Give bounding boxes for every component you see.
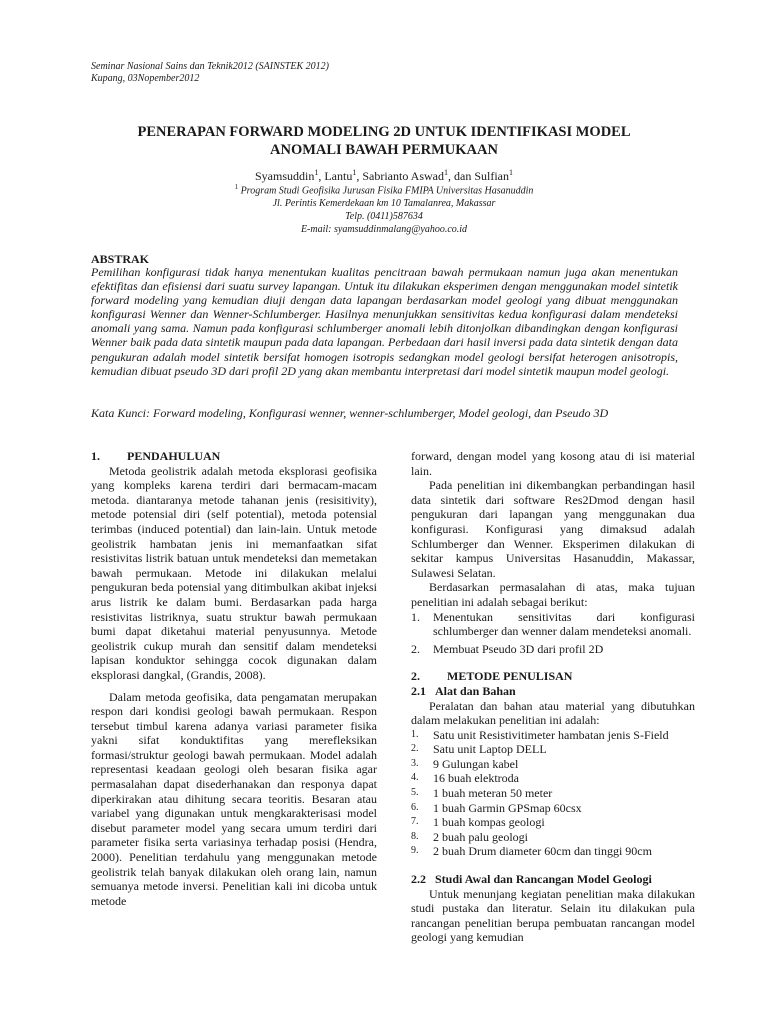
list-item: 2. Satu unit Laptop DELL — [411, 742, 547, 757]
paragraph: Untuk menunjang kegiatan penelitian maka dilakukan studi pustaka dan literatur. Selain itu dilakukan pula rancangan penelitian berupa pembuatan rancangan model geologi yang kemudian — [411, 886, 695, 945]
paragraph: Pada penelitian ini dikembangkan perbandingan hasil data sintetik dari software Res2Dmod dengan hasil pengukuran dari lapangan yang menggunakan dua konfigurasi. Konfigurasi yang dimaksud adalah Schlumberger dan Wenner. Eksperimen dilakukan di sekitar kampus Universitas Hasanuddin, Makassar, Sulawesi Selatan. — [411, 478, 695, 580]
subsection-heading: 2.1 Alat dan Bahan — [411, 683, 516, 698]
list-item: 7. 1 buah kompas geologi — [411, 815, 545, 830]
list-item: 8. 2 buah palu geologi — [411, 829, 528, 844]
list-item: 3. 9 Gulungan kabel — [411, 756, 519, 771]
paragraph: Peralatan dan bahan atau material yang dibutuhkan dalam melakukan penelitian ini adalah: — [411, 698, 695, 728]
paragraph: Dalam metoda geofisika, data pengamatan merupakan respon dari kondisi geologi bawah permukaan. Respon tersebut timbul karena adanya variasi parameter fisika yakni sifat konduktifitas yang merefleksikan formasi/struktur geologi bawah permukaan. Model adalah representasi keadaan geologi oleh besaran fisika agar permasalahan dapat disederhanakan dan responya dapat diperkirakan atau dihitung secara teoritis. Besaran atau variabel yang digunakan untuk mengkarakterisasi model disebut parameter model yang secara umum terdiri dari parameter fisika serta variasinya terhadap posisi (Hendra, 2000). Penelitian terdahulu yang menggunakan metode geolistrik telah banyak dilakukan oleh orang lain, namun semuanya metode inversi. Penelitian kali ini dicoba untuk metode — [91, 689, 377, 908]
left-column — [91, 449, 377, 908]
paper-title: PENERAPAN FORWARD MODELING 2D UNTUK IDENTIFIKASI MODEL ANOMALI BAWAH PERMUKAAN — [137, 124, 631, 158]
paragraph: Berdasarkan permasalahan di atas, maka tujuan penelitian ini adalah sebagai berikut: — [411, 580, 695, 609]
list-item: 4. 16 buah elektroda — [411, 771, 519, 786]
paragraph: forward, dengan model yang kosong atau di isi material lain. — [411, 449, 695, 478]
section-heading: 2. METODE PENULISAN — [411, 669, 573, 684]
subsection-heading: 2.2 Studi Awal dan Rancangan Model Geologi — [411, 872, 652, 887]
right-column — [411, 449, 695, 945]
list-item: 6. 1 buah Garmin GPSmap 60csx — [411, 800, 582, 815]
author-name: Syamsuddin — [255, 169, 315, 183]
affiliation-email[interactable]: E-mail: syamsuddinmalang@yahoo.co.id — [300, 224, 468, 236]
author-name: Sabrianto Aswad — [362, 169, 444, 183]
conference-header — [91, 61, 329, 85]
author-list: Syamsuddin$^1$, Lantu$^1$, Sabrianto Aswad$^1$, dan Sulfian$^1$ — [255, 168, 513, 183]
abstract-heading: ABSTRAK — [91, 252, 150, 266]
equipment-list — [411, 728, 695, 859]
affiliation: $^1$ Program Studi Geofisika Jurusan Fisika FMIPA Universitas Hasanuddin Jl. Perintis Kemerdekaan km 10 Tamalanrea, Makassar Telp. (0411)587634 E-mail: syamsuddinmalang@yahoo.co.id — [80, 181, 688, 236]
affiliation-address: Jl. Perintis Kemerdekaan km 10 Tamalanrea, Makassar — [272, 198, 496, 210]
list-item: 2. Membuat Pseudo 3D dari profil 2D — [411, 641, 604, 656]
author-name: Sulfian — [474, 169, 509, 183]
author-name: Lantu — [324, 169, 353, 183]
list-item: 9. 2 buah Drum diameter 60cm dan tinggi 90cm — [411, 844, 652, 859]
keywords: Kata Kunci: Forward modeling, Konfigurasi wenner, wenner-schlumberger, Model geologi, dan Pseudo 3D — [91, 406, 609, 420]
section-heading: 1. PENDAHULUAN — [91, 449, 221, 463]
affiliation-institution: Program Studi Geofisika Jurusan Fisika FMIPA Universitas Hasanuddin — [240, 185, 534, 197]
conference-date: Kupang, 03Nopember2012 — [91, 73, 200, 84]
affiliation-phone: Telp. (0411)587634 — [345, 211, 423, 223]
list-item: 1. Menentukan sensitivitas dari konfigurasi schlumberger dan wenner dalam mendeteksi anomali. — [411, 609, 695, 639]
list-item: 1. Satu unit Resistivitimeter hambatan jenis S-Field — [411, 727, 669, 742]
paragraph: Metoda geolistrik adalah metoda eksplorasi geofisika yang kompleks karena terdiri dari bermacam-macam metoda. diantaranya metode tahanan jenis (resisitivity), metode potensial diri (self potential), metoda potensial terimbas (induced potential) dan lain-lain. Untuk metode geolistrik hambatan jenis ini memanfaatkan sifat resistivitas listrik batuan untuk mendeteksi dan memetakan bawah permukaan. Metode ini dilakukan melalui pengukuran beda potensial yang ditimbulkan akibat injeksi arus listrik ke dalam bumi. Berdasarkan pada harga resistivitas listriknya, suatu struktur bawah permukaan bumi dapat diketahui material penyusunnya. Metode geolistrik cukup murah dan sensitif dalam mendeteksi lapisan konduktor sehingga cocok digunakan dalam eksplorasi dangkal, (Grandis, 2008). — [91, 463, 377, 682]
aims-list — [411, 610, 695, 657]
list-item: 5. 1 buah meteran 50 meter — [411, 786, 553, 801]
conference-name: Seminar Nasional Sains dan Teknik2012 (SAINSTEK 2012) — [91, 61, 329, 72]
abstract-body: Pemilihan konfigurasi tidak hanya menentukan kualitas pencitraan bawah permukaan namun juga akan menentukan efektifitas dan efisiensi dari suatu survey lapangan. Untuk itu dilakukan eksperimen dengan menggunakan model sintetik forward modeling yang kemudian diuji dengan data lapangan berdasarkan model geologi yang dibuat menggunakan konfigurasi Wenner dan Wenner-Schlumberger. Hasilnya menunjukkan sensitivitas kedua konfigurasi dalam mendeteksi anomali yang sama. Namun pada konfigurasi schlumberger anomali lebih ditonjolkan dibandingkan dengan konfigurasi Wenner baik pada data sintetik maupun pada data lapangan. Perbedaan dari hasil inversi pada data sintetik dengan data pengukuran adalah model sintetik bersifat homogen isotropis sedangkan model geologi bersifat heterogen anisotropis, kemudian dibuat pseudo 3D dari profil 2D yang akan membantu interpretasi dari model sintetik maupun model geologi. — [91, 265, 678, 378]
